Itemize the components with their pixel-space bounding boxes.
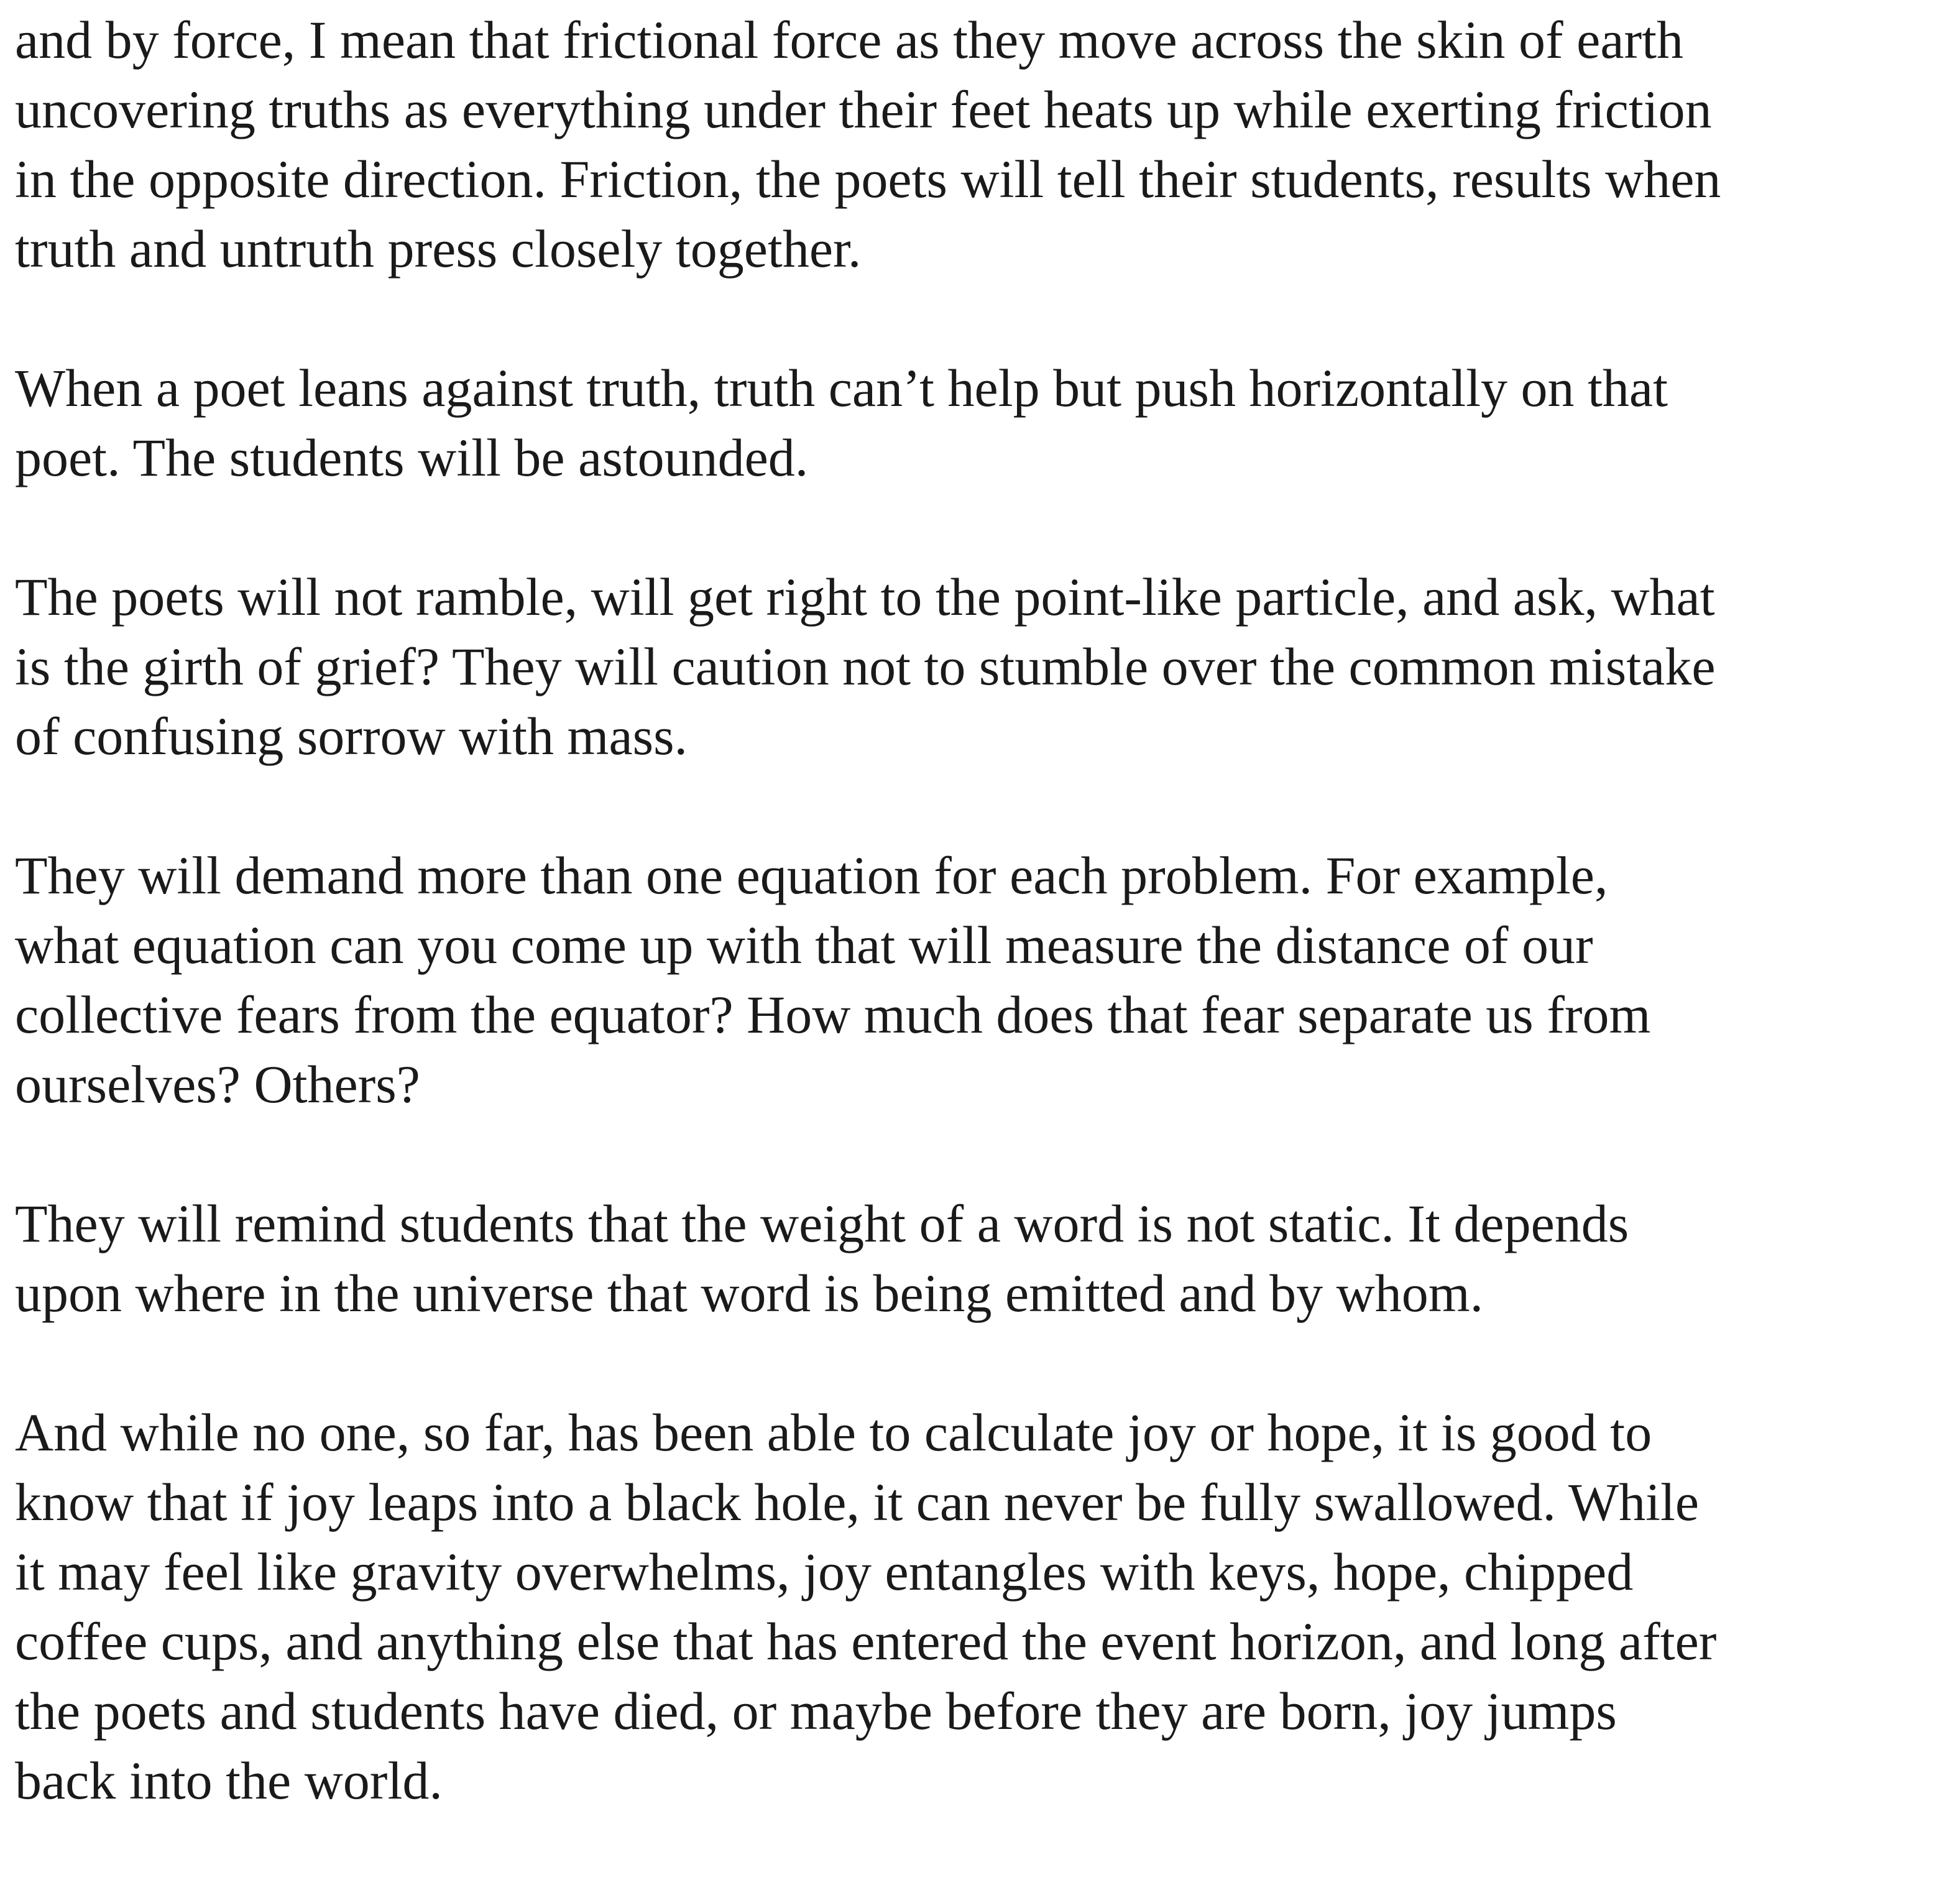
text-line: collective fears from the equator? How much does that fear separate us from (15, 985, 1651, 1044)
document-body (15, 5, 1948, 1885)
text-line: what equation can you come up with that will measure the distance of our (15, 915, 1593, 975)
text-line: And while no one, so far, has been able to calculate joy or hope, it is good to (15, 1403, 1652, 1462)
text-line: know that if joy leaps into a black hole, it can never be fully swallowed. While (15, 1472, 1700, 1532)
text-line: uncovering truths as everything under their feet heats up while exerting friction (15, 80, 1712, 139)
text-line: and by force, I mean that frictional force as they move across the skin of earth (15, 10, 1684, 70)
text-line: is the girth of grief? They will caution not to stumble over the common mistake (15, 637, 1716, 696)
paragraph-equation (15, 841, 1948, 1119)
paragraph-weight (15, 1189, 1948, 1328)
text-line: They will remind students that the weight of a word is not static. It depends (15, 1194, 1629, 1253)
paragraph-leans (15, 353, 1948, 492)
text-line: back into the world. (15, 1751, 443, 1810)
text-line: of confusing sorrow with mass. (15, 706, 688, 766)
paragraph-friction (15, 5, 1948, 283)
text-line: When a poet leans against truth, truth can’t help but push horizontally on that (15, 358, 1668, 418)
paragraph-joy (15, 1398, 1948, 1815)
text-line: poet. The students will be astounded. (15, 428, 809, 487)
paragraph-grief (15, 562, 1948, 771)
text-line: it may feel like gravity overwhelms, joy entangles with keys, hope, chipped (15, 1542, 1634, 1602)
text-line: in the opposite direction. Friction, the poets will tell their students, results when (15, 149, 1721, 209)
text-line: They will demand more than one equation for each problem. For example, (15, 846, 1608, 905)
text-line: upon where in the universe that word is being emitted and by whom. (15, 1263, 1484, 1323)
text-line: truth and untruth press closely together. (15, 219, 862, 279)
text-line: the poets and students have died, or maybe before they are born, joy jumps (15, 1681, 1617, 1741)
text-line: coffee cups, and anything else that has entered the event horizon, and long after (15, 1611, 1717, 1671)
text-line: ourselves? Others? (15, 1054, 420, 1114)
text-line: The poets will not ramble, will get right to the point-like particle, and ask, what (15, 567, 1715, 627)
